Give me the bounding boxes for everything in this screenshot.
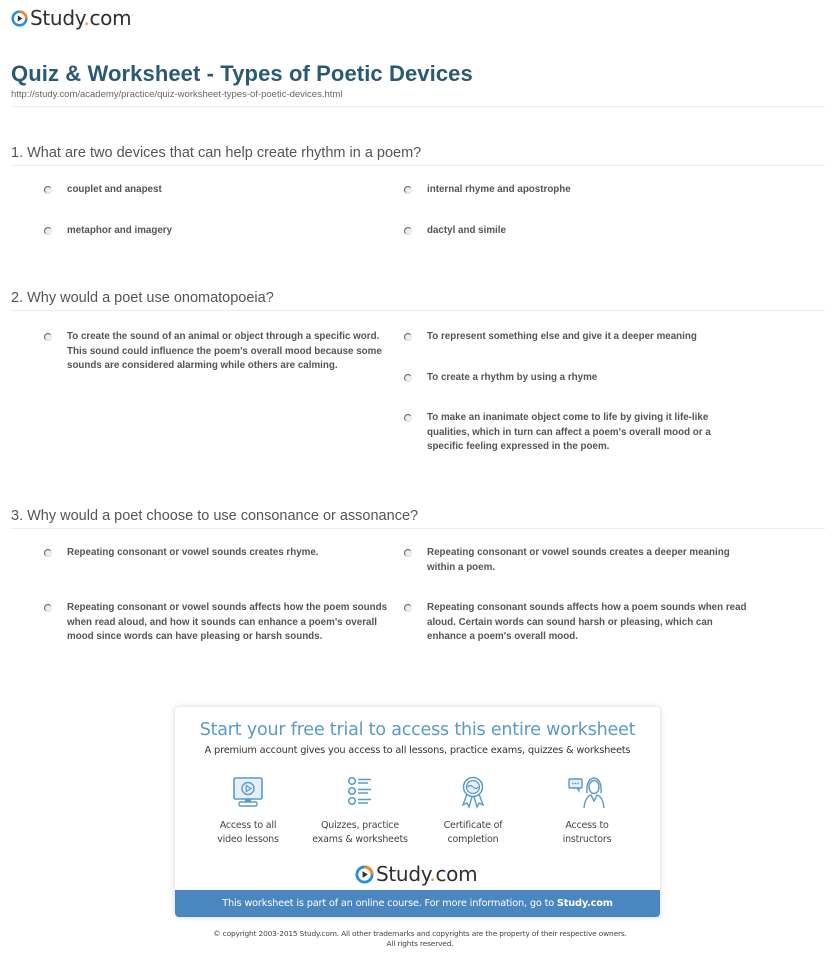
q2-option-c[interactable]: To create a rhythm by using a rhyme	[404, 371, 804, 386]
q1-option-a[interactable]: couplet and anapest	[44, 183, 384, 198]
instructor-chat-icon	[567, 775, 607, 809]
question-1-divider	[11, 165, 825, 166]
free-trial-promo[interactable]	[175, 707, 660, 917]
question-3-divider	[11, 528, 825, 529]
feature-certificate: Certificate of completion	[413, 775, 533, 847]
video-monitor-icon	[231, 775, 265, 809]
header-divider	[11, 106, 825, 107]
q2-option-d[interactable]: To make an inanimate object come to life by giving it life-like qualities, which in turn can affect a poem's overall mood or a specific feeling expressed in the poem.	[404, 411, 749, 455]
feature-instructors: Access to instructors	[527, 775, 647, 847]
radio-button[interactable]	[404, 414, 412, 422]
radio-button[interactable]	[404, 227, 412, 235]
study-logo[interactable]	[11, 6, 133, 30]
q1-option-b[interactable]: internal rhyme and apostrophe	[404, 183, 764, 198]
q3-option-b[interactable]: Repeating consonant or vowel sounds creates a deeper meaning within a poem.	[404, 546, 749, 575]
play-circle-icon	[355, 865, 374, 884]
radio-button[interactable]	[404, 333, 412, 341]
q2-option-a[interactable]: To create the sound of an animal or object through a specific word. This sound could influence the poem's overall mood because some sounds are considered alarming while others are calming.	[44, 330, 389, 374]
play-circle-icon	[11, 10, 28, 27]
certificate-ribbon-icon	[456, 775, 490, 809]
logo-text: Study.com·	[30, 6, 133, 30]
radio-button[interactable]	[44, 333, 52, 341]
promo-subtitle: A premium account gives you access to all lessons, practice exams, quizzes & worksheets	[204, 745, 631, 756]
radio-button[interactable]	[44, 227, 52, 235]
q3-option-c[interactable]: Repeating consonant or vowel sounds affects how the poem sounds when read aloud, and how it sounds can enhance a poem's overall mood since words can have pleasing or harsh sounds.	[44, 601, 389, 645]
page-title: Quiz & Worksheet - Types of Poetic Devices	[11, 61, 473, 86]
q1-option-d[interactable]: dactyl and simile	[404, 224, 764, 239]
promo-study-logo[interactable]	[355, 862, 479, 886]
question-2-divider	[11, 310, 825, 311]
copyright-notice: © copyright 2003-2015 Study.com. All other trademarks and copyrights are the property of their respective owners. All rights reserved.	[213, 929, 627, 948]
course-info-bar[interactable]: This worksheet is part of an online course. For more information, go to Study.com	[175, 890, 660, 917]
promo-title[interactable]: Start your free trial to access this entire worksheet	[199, 720, 636, 740]
radio-button[interactable]	[404, 549, 412, 557]
question-1-title: 1. What are two devices that can help create rhythm in a poem?	[11, 145, 422, 161]
feature-quizzes: Quizzes, practice exams & worksheets	[300, 775, 420, 847]
q3-option-a[interactable]: Repeating consonant or vowel sounds creates rhyme.	[44, 546, 389, 561]
q2-option-b[interactable]: To represent something else and give it a deeper meaning	[404, 330, 804, 345]
radio-button[interactable]	[44, 604, 52, 612]
radio-button[interactable]	[404, 374, 412, 382]
radio-button[interactable]	[44, 186, 52, 194]
quiz-list-icon	[343, 775, 377, 809]
question-2-title: 2. Why would a poet use onomatopoeia?	[11, 290, 274, 306]
study-link[interactable]: Study.com	[556, 898, 613, 909]
feature-video-lessons: Access to all video lessons	[188, 775, 308, 847]
radio-button[interactable]	[404, 186, 412, 194]
radio-button[interactable]	[404, 604, 412, 612]
radio-button[interactable]	[44, 549, 52, 557]
q1-option-c[interactable]: metaphor and imagery	[44, 224, 384, 239]
logo-text: Study.com·	[376, 862, 479, 886]
question-3-title: 3. Why would a poet choose to use consonance or assonance?	[11, 508, 419, 524]
page-url[interactable]: http://study.com/academy/practice/quiz-worksheet-types-of-poetic-devices.html	[11, 89, 343, 100]
q3-option-d[interactable]: Repeating consonant sounds affects how a poem sounds when read aloud. Certain words can sound harsh or pleasing, which can enhance a poem's overall mood.	[404, 601, 754, 645]
